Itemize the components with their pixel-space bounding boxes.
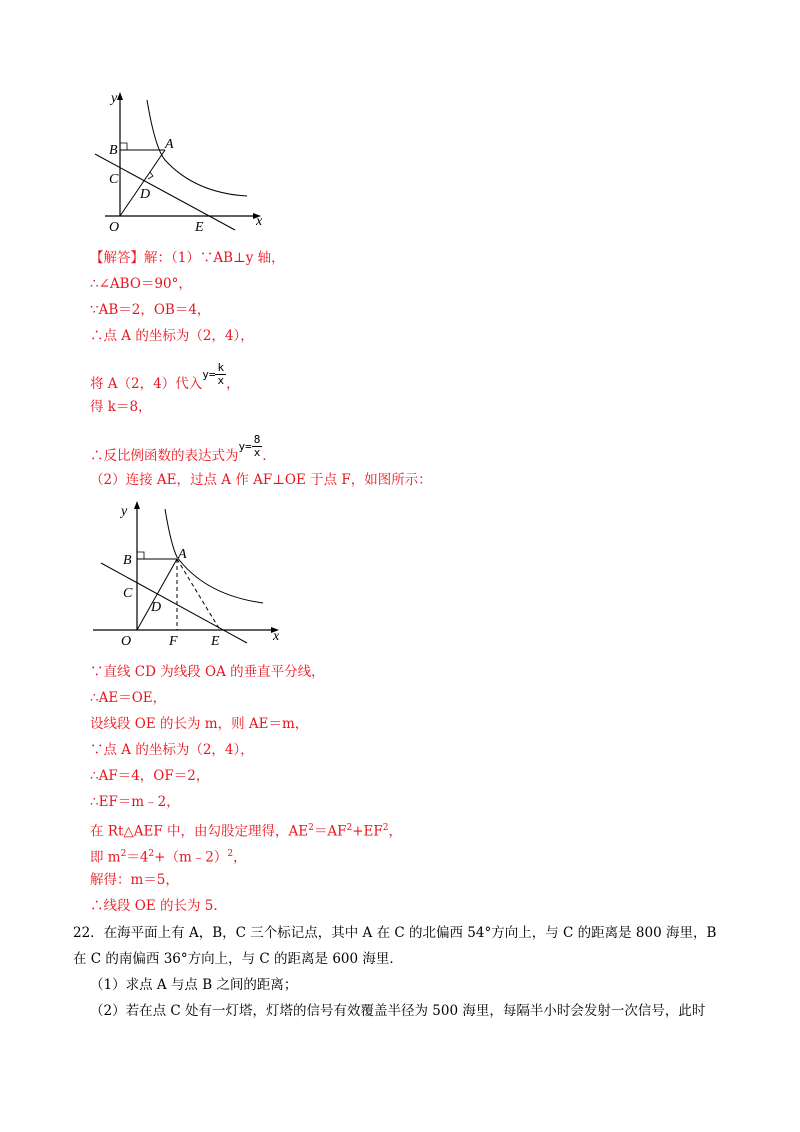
y-axis-arrow xyxy=(134,501,140,509)
substitute-text: 将 A（2，4）代入 xyxy=(90,376,203,392)
solution-line-5: 将 A（2，4）代入$^{y=}$ $\frac{k}{x}$ ， xyxy=(90,361,240,392)
solution2-line-8: 即 $m^2=4^2+(m﹣2)^2$， xyxy=(90,849,247,866)
fraction-k-over-x: $\frac{k}{x}$ xyxy=(217,361,225,387)
solution-line-4: ∴点 A 的坐标为（2，4）， xyxy=(90,328,254,344)
y-axis-arrow xyxy=(117,92,123,100)
segment-OA xyxy=(137,559,177,630)
solution-line-2: ∴∠ABO＝90°， xyxy=(90,276,192,292)
label-y: y xyxy=(111,91,118,106)
question-22-sub1: （1）求点 A 与点 B 之间的距离； xyxy=(90,977,298,993)
solution2-line-6: ∴EF＝m﹣2， xyxy=(90,794,180,810)
label-A: A xyxy=(165,137,174,152)
question-22-text: 22．在海平面上有 A，B，C 三个标记点，其中 A 在 C 的北偏西 54°方向上，与 C 的距离是 800 海里，B 在 C 的南偏西 36°方向上，与 C 的距离是 600 海里． xyxy=(73,925,717,967)
solution2-line-2: ∴AE＝OE， xyxy=(90,690,167,706)
figure-1 xyxy=(85,88,275,238)
question-22-sub2: （2）若在点 C 处有一灯塔，灯塔的信号有效覆盖半径为 500 海里，每隔半小时会发射一次信号，此时 xyxy=(90,1003,706,1019)
segment-AE-dashed xyxy=(177,559,220,630)
line-CE xyxy=(101,563,247,643)
label-D: D xyxy=(151,600,162,615)
solution2-line-4: ∵点 A 的坐标为（2，4）， xyxy=(90,742,254,758)
formula-lhs: y= xyxy=(202,368,216,381)
right-angle-B xyxy=(120,143,127,150)
fraction-8-over-x: $\frac{8}{x}$ xyxy=(253,433,261,459)
figure-2 xyxy=(85,495,295,650)
solution2-line-10: ∴线段 OE 的长为 5. xyxy=(90,898,218,914)
label-B: B xyxy=(109,143,118,158)
solution2-line-3: 设线段 OE 的长为 m，则 AE＝m， xyxy=(90,716,309,732)
right-angle-B xyxy=(137,552,144,559)
solution-line-8: （2）连接 AE，过点 A 作 AF⊥OE 于点 F，如图所示： xyxy=(90,472,432,488)
formula-lhs: y= xyxy=(238,440,252,453)
label-F: F xyxy=(169,634,178,649)
label-E: E xyxy=(195,220,204,235)
label-B: B xyxy=(123,553,132,568)
solution2-line-9: 解得：m＝5， xyxy=(90,872,179,888)
label-O: O xyxy=(121,634,132,649)
solution-line-7: ∴反比例函数的表达式为$^{y=}$ $\frac{8}{x}$ ． xyxy=(90,433,276,464)
solution2-line-7: 在 Rt△AEF 中，由勾股定理得，$AE^2=AF^2+EF^2$， xyxy=(90,823,403,840)
segment-OA xyxy=(120,150,165,216)
label-x: x xyxy=(256,214,263,229)
label-D: D xyxy=(140,187,151,202)
label-E: E xyxy=(211,634,220,649)
solution2-line-1: ∵直线 CD 为线段 OA 的垂直平分线， xyxy=(90,664,325,680)
label-C: C xyxy=(123,586,133,601)
label-y: y xyxy=(121,504,128,519)
label-x: x xyxy=(273,629,280,644)
hyperbola xyxy=(147,100,247,196)
label-C: C xyxy=(109,172,119,187)
solution-line-3: ∵AB＝2，OB＝4， xyxy=(90,302,211,318)
solution2-line-5: ∴AF＝4，OF＝2， xyxy=(90,768,210,784)
solution-line-6: 得 k＝8， xyxy=(90,399,152,415)
line-CE xyxy=(95,154,235,230)
label-O: O xyxy=(109,220,120,235)
label-A: A xyxy=(178,547,187,562)
solution-line-1: 【解答】解：（1）∵AB⊥y 轴， xyxy=(90,250,285,266)
